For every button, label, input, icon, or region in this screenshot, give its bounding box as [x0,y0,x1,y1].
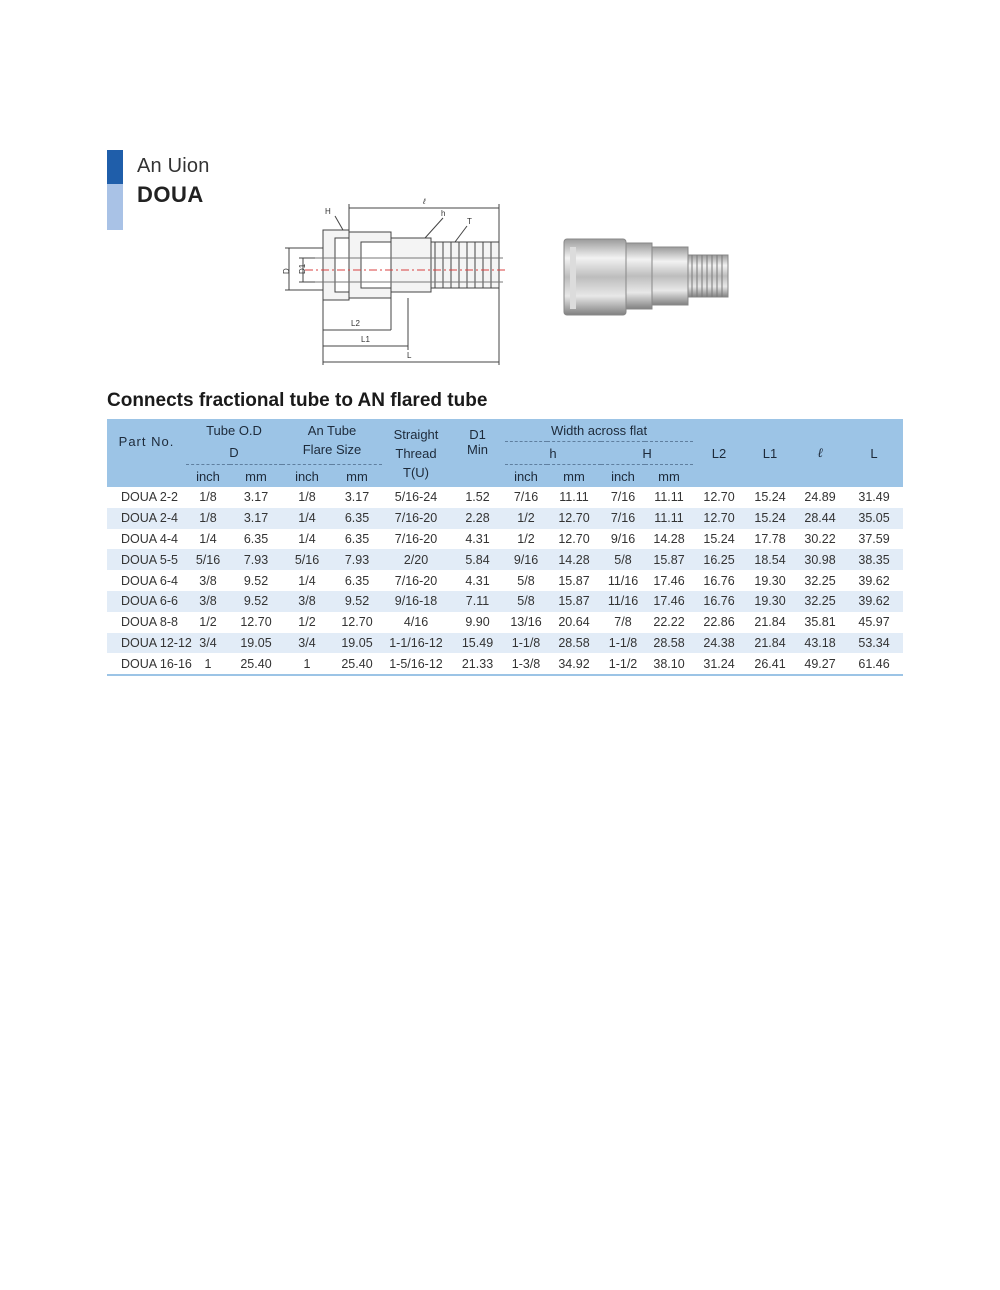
cell: 43.18 [795,633,845,654]
cell: 21.84 [754,615,786,630]
cell-part-no: DOUA 12-12 [107,633,186,654]
cell: 13/16 [510,615,542,630]
cell: 5/16-24 [394,490,438,505]
cell: 7/16 [601,508,645,529]
cell: 6.35 [243,531,269,546]
cell-part-no: DOUA 5-5 [107,549,186,570]
cell: 31.24 [693,653,745,675]
cell: 12.70 [558,531,590,546]
cell: 49.27 [795,653,845,675]
product-subtitle: An Uion [137,155,210,177]
cell: 1-5/16-12 [382,653,450,675]
table-row [107,591,903,612]
cell: 6.35 [332,508,382,529]
header-tu: T(U) [382,465,450,488]
cell: 31.49 [858,490,890,505]
cell: 12.70 [240,615,272,630]
header-inch: inch [601,465,645,488]
cell: 30.98 [795,549,845,570]
cell: 1/4 [199,531,217,546]
cell: 21.33 [450,653,505,675]
cell: 1 [186,653,230,675]
cell: 28.58 [645,633,693,654]
table-row [107,529,903,550]
header-flare-size: Flare Size [282,442,382,465]
cell: 18.54 [745,549,795,570]
cell: 9/16-18 [382,591,450,612]
cell: 1/4 [282,508,332,529]
header-inch: inch [505,465,547,488]
cell: 1/8 [186,508,230,529]
cell: 3/4 [282,633,332,654]
cell: 3.17 [344,490,370,505]
cell: 19.05 [332,633,382,654]
dim-label-L2: L2 [351,319,360,328]
cell: 22.86 [703,615,735,630]
cell: 17.78 [754,531,786,546]
header-blank [450,465,505,488]
table-row [107,549,903,570]
dim-label-h: h [441,209,446,218]
dim-label-l: ℓ [423,197,426,206]
cell: 19.05 [230,633,282,654]
cell: 45.97 [858,615,890,630]
cell: 16.76 [693,591,745,612]
cell: 7/16 [610,490,636,505]
table-row [107,653,903,675]
cell-part-no: DOUA 6-4 [121,573,178,588]
cell: 38.10 [645,653,693,675]
cell: 16.76 [703,573,735,588]
header-tube-od: Tube O.D [186,419,282,442]
cell: 22.22 [653,615,685,630]
dimensions-table [107,419,903,676]
cell: 28.58 [547,633,601,654]
accent-bar-light [107,184,123,230]
cell: 9/16 [505,549,547,570]
header-l2: L2 [693,419,745,487]
cell: 15.87 [645,549,693,570]
cell: 1/2 [505,508,547,529]
cell: 5.84 [450,549,505,570]
cell: 7/16-20 [382,508,450,529]
header-h-small: h [505,442,601,465]
cell: 7.11 [450,591,505,612]
cell: 14.28 [653,531,685,546]
cell: 6.35 [344,531,370,546]
cell: 53.34 [845,633,903,654]
dim-label-L1: L1 [361,335,370,344]
cell: 15.87 [547,591,601,612]
accent-bar-dark [107,150,123,184]
cell: 12.70 [693,508,745,529]
header-mm: mm [547,465,601,488]
cell: 61.46 [845,653,903,675]
cell: 15.24 [754,490,786,505]
cell: 7/16-20 [394,573,438,588]
cell: 1-1/8 [601,633,645,654]
dim-label-L: L [407,351,412,360]
cell: 19.30 [745,591,795,612]
cell: 24.89 [804,490,836,505]
product-title: DOUA [137,182,204,207]
cell: 9/16 [610,531,636,546]
header-part-no: Part No. [107,419,186,465]
cell: 1/8 [298,490,316,505]
product-photo [560,225,735,325]
cell-part-no: DOUA 8-8 [121,615,178,630]
header-mm: mm [645,465,693,488]
cell: 34.92 [547,653,601,675]
cell-part-no: DOUA 2-2 [121,490,178,505]
cell: 39.62 [845,591,903,612]
cell: 11.11 [559,490,589,505]
cell: 39.62 [858,573,890,588]
cell: 20.64 [558,615,590,630]
cell: 9.52 [332,591,382,612]
cell: 1/2 [298,615,316,630]
header-blank [107,465,186,488]
header-inch: inch [282,465,332,488]
cell: 37.59 [858,531,890,546]
cell: 1 [282,653,332,675]
cell: 5/8 [601,549,645,570]
cell: 7/16-20 [394,531,438,546]
dim-label-T: T [467,217,472,226]
cell: 15.24 [703,531,735,546]
cell: 1/4 [298,531,316,546]
cell-part-no: DOUA 2-4 [107,508,186,529]
header-width-across-flat: Width across flat [505,419,693,442]
cell: 17.46 [653,573,685,588]
cell: 4.31 [465,531,490,546]
header-straight: Straight [382,419,450,442]
cell: 32.25 [804,573,836,588]
cell: 2.28 [450,508,505,529]
cell: 25.40 [230,653,282,675]
cell: 5/16 [282,549,332,570]
cell: 6.35 [344,573,370,588]
table-row [107,570,903,591]
cell: 17.46 [645,591,693,612]
table-body [107,487,903,675]
cell: 12.70 [703,490,735,505]
cell: 4.31 [465,573,490,588]
cell: 30.22 [804,531,836,546]
header-l1: L1 [745,419,795,487]
table-row [107,508,903,529]
table-row [107,487,903,508]
table-row [107,633,903,654]
cell: 1.52 [465,490,490,505]
cell: 1-1/16-12 [382,633,450,654]
cell: 7.93 [332,549,382,570]
cell: 7/8 [614,615,632,630]
cell: 15.49 [450,633,505,654]
cell: 3/8 [282,591,332,612]
cell-part-no: DOUA 4-4 [121,531,178,546]
cell: 9.52 [243,573,269,588]
cell: 32.25 [795,591,845,612]
cell: 26.41 [745,653,795,675]
cell: 7/16 [513,490,539,505]
cell: 1/4 [298,573,316,588]
cell: 3.17 [243,490,269,505]
cell: 9.52 [230,591,282,612]
cell: 1-3/8 [505,653,547,675]
header-mm: mm [332,465,382,488]
cell: 21.84 [745,633,795,654]
header-H-big: H [601,442,693,465]
cell: 15.24 [745,508,795,529]
cell: 5/8 [517,573,535,588]
cell: 11.11 [654,490,684,505]
cell: 11.11 [645,508,693,529]
cell: 16.25 [693,549,745,570]
cell: 5/16 [186,549,230,570]
cell-part-no: DOUA 6-6 [107,591,186,612]
cell: 1-1/2 [601,653,645,675]
header-min: Min [450,442,505,465]
dim-label-D: D [282,268,291,274]
header-ell: ℓ [795,419,845,487]
cell: 19.30 [754,573,786,588]
section-heading: Connects fractional tube to AN flared tube [107,390,488,411]
cell: 3.17 [230,508,282,529]
cell: 7.93 [230,549,282,570]
header-L: L [845,419,903,487]
cell: 38.35 [845,549,903,570]
header-d1: D1 [450,419,505,442]
cell: 2/20 [382,549,450,570]
cell: 12.70 [547,508,601,529]
cell: 35.05 [845,508,903,529]
cell: 3/4 [186,633,230,654]
cell: 1/2 [199,615,217,630]
cell: 3/8 [186,591,230,612]
cell: 1-1/8 [505,633,547,654]
cell: 15.87 [558,573,590,588]
cell: 1/8 [199,490,217,505]
cell: 11/16 [601,591,645,612]
cell: 12.70 [341,615,373,630]
header-tube-od-sub: D [186,442,282,465]
header-thread: Thread [382,442,450,465]
technical-drawing [275,190,515,370]
cell: 5/8 [505,591,547,612]
cell: 4/16 [403,615,429,630]
cell: 3/8 [199,573,217,588]
header-an-tube: An Tube [282,419,382,442]
cell: 24.38 [693,633,745,654]
header-mm: mm [230,465,282,488]
cell: 25.40 [332,653,382,675]
cell: 11/16 [607,573,639,588]
table-row [107,612,903,633]
cell: 35.81 [804,615,836,630]
cell: 1/2 [517,531,535,546]
cell: 28.44 [795,508,845,529]
dim-label-D1: D1 [298,263,307,274]
cell: 9.90 [465,615,490,630]
cell: 14.28 [547,549,601,570]
dim-label-H: H [325,207,331,216]
cell-part-no: DOUA 16-16 [107,653,186,675]
header-inch: inch [186,465,230,488]
